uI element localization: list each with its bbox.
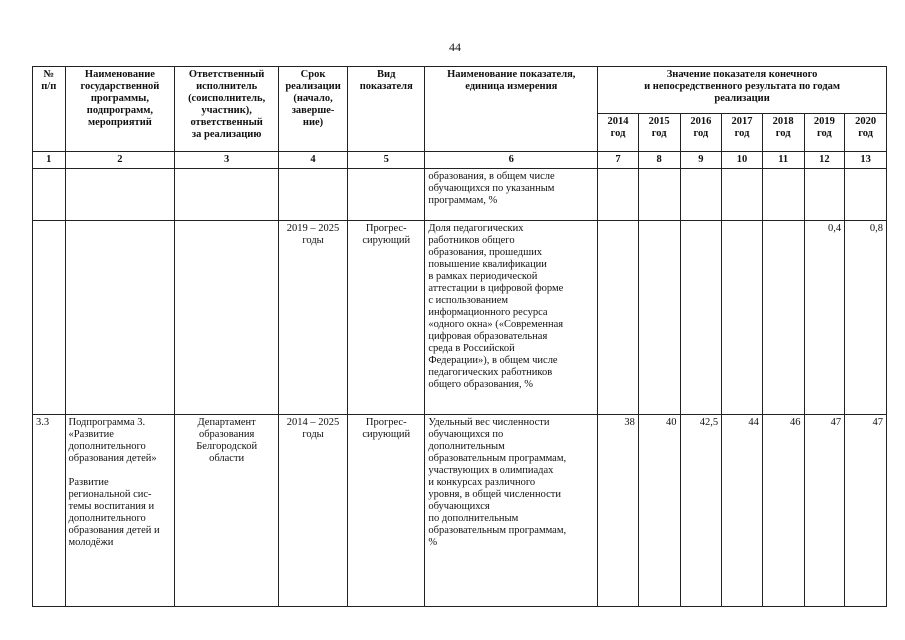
header-executor: Ответственный исполнитель (соисполнитель, участник), ответственный за реализацию [175,67,279,152]
header-num: № п/п [33,67,66,152]
row-value-2019 [804,169,845,221]
row-indicator-name: образования, в общем числе обучающихся по указанным программам, % [425,169,598,221]
row-value-2014 [598,221,639,415]
column-number: 1 [33,152,66,169]
row-executor [175,221,279,415]
header-year-2015: 2015 год [638,114,680,152]
header-year-2014: 2014 год [598,114,639,152]
header-year-2017: 2017 год [722,114,763,152]
row-num [33,221,66,415]
row-value-2018 [762,169,804,221]
header-period: Срок реализации (начало, заверше- ние) [278,67,347,152]
row-value-2017: 44 [722,415,763,607]
row-indicator-name: Доля педагогических работников общего образования, прошедших повышение квалификации в рамках периодической аттестации в цифровой форме с использованием информационного ресурса «одного окна» («Современная цифровая образовательная среда в Российской Федерации»), в общем числе педагогических работников общего образования, % [425,221,598,415]
row-value-2017 [722,221,763,415]
row-period: 2014 – 2025 годы [278,415,347,607]
row-value-2019: 47 [804,415,845,607]
row-num [33,169,66,221]
row-program-name: Подпрограмма 3. «Развитие дополнительного образования детей» Развитие региональной сис- темы воспитания и дополнительного образования детей и молодёжи [65,415,175,607]
column-number: 10 [722,152,763,169]
row-indicator-name: Удельный вес численности обучающихся по дополнительным образовательным программам, участвующих в олимпиадах и конкурсах различного уровня, в общей численности обучающихся по дополнительным образовательным программам, % [425,415,598,607]
header-year-2016: 2016 год [680,114,722,152]
column-number: 9 [680,152,722,169]
row-value-2020: 47 [845,415,887,607]
table-row [33,415,887,607]
column-number: 13 [845,152,887,169]
row-value-2018: 46 [762,415,804,607]
row-value-2017 [722,169,763,221]
table-row [33,169,887,221]
row-value-2015 [638,221,680,415]
row-executor [175,169,279,221]
column-number: 5 [348,152,425,169]
row-period [278,169,347,221]
header-year-2018: 2018 год [762,114,804,152]
row-indicator-kind [348,169,425,221]
column-number: 3 [175,152,279,169]
row-value-2016 [680,169,722,221]
row-program-name [65,169,175,221]
row-value-2020 [845,169,887,221]
row-value-2020: 0,8 [845,221,887,415]
header-year-2020: 2020 год [845,114,887,152]
row-indicator-kind: Прогрес- сирующий [348,415,425,607]
row-num: 3.3 [33,415,66,607]
column-number: 6 [425,152,598,169]
row-program-name [65,221,175,415]
row-executor: Департамент образования Белгородской области [175,415,279,607]
header-program-name: Наименование государственной программы, подпрограмм, мероприятий [65,67,175,152]
row-value-2014 [598,169,639,221]
column-number: 8 [638,152,680,169]
header-indicator-name: Наименование показателя, единица измерения [425,67,598,152]
row-value-2016: 42,5 [680,415,722,607]
header-year-2019: 2019 год [804,114,845,152]
indicators-table [32,66,887,607]
table-row [33,221,887,415]
row-value-2014: 38 [598,415,639,607]
row-value-2015 [638,169,680,221]
row-value-2018 [762,221,804,415]
column-number: 2 [65,152,175,169]
page-number: 44 [449,40,461,54]
row-value-2016 [680,221,722,415]
column-number: 11 [762,152,804,169]
row-value-2015: 40 [638,415,680,607]
header-indicator-kind: Вид показателя [348,67,425,152]
column-number: 4 [278,152,347,169]
row-value-2019: 0,4 [804,221,845,415]
column-number: 12 [804,152,845,169]
header-values-group: Значение показателя конечного и непосредственного результата по годам реализации [598,67,887,114]
column-number: 7 [598,152,639,169]
row-indicator-kind: Прогрес- сирующий [348,221,425,415]
row-period: 2019 – 2025 годы [278,221,347,415]
